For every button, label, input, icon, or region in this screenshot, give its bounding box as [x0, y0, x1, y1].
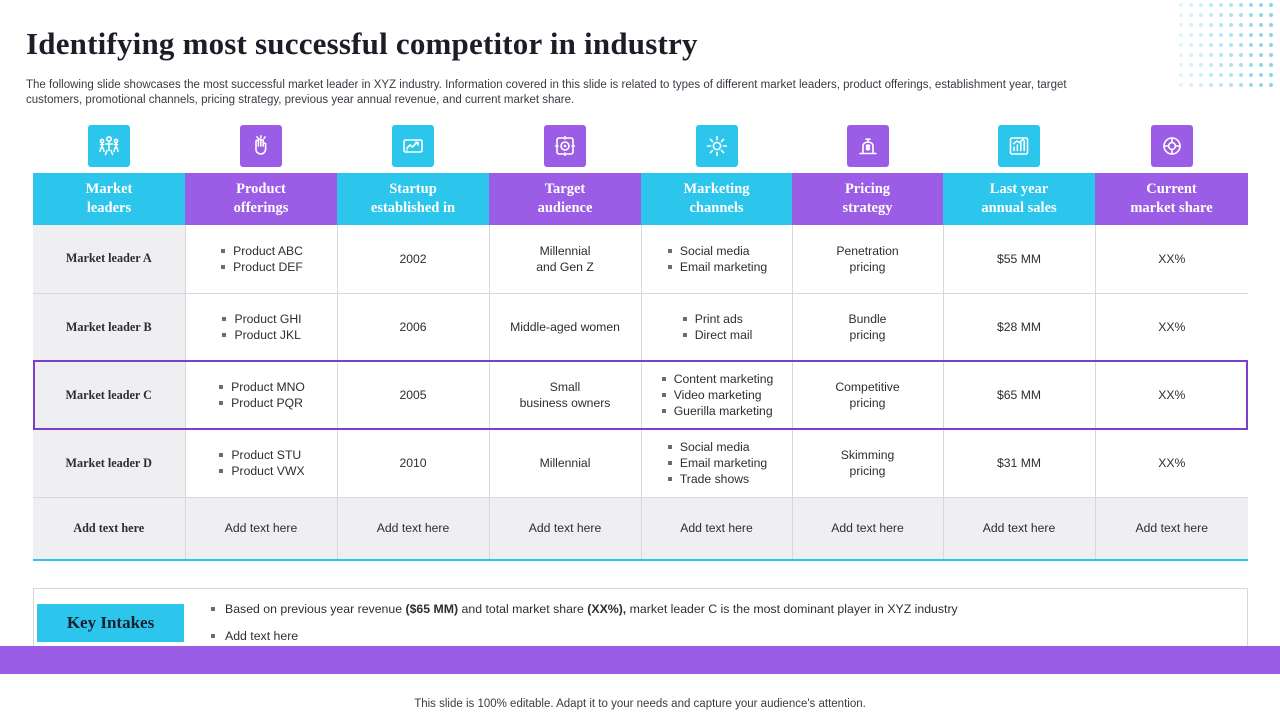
header-line-2: audience	[537, 200, 593, 216]
cell-target-audience-text	[494, 319, 637, 335]
bullet-item: Social media	[666, 243, 767, 259]
cell-last-year-sales: $65 MM	[943, 361, 1095, 429]
decorative-dot	[1209, 63, 1213, 67]
table-header-row	[33, 173, 1248, 225]
cell-target-audience-text	[494, 243, 637, 275]
cell-pricing-strategy	[792, 293, 943, 361]
decorative-dot	[1259, 3, 1263, 7]
cell-last-year-sales: $55 MM	[943, 225, 1095, 293]
decorative-dot	[1179, 63, 1183, 67]
cell-current-market-share: XX%	[1095, 429, 1248, 497]
bullet-item: Product GHI	[220, 311, 301, 327]
decorative-dot	[1179, 13, 1183, 17]
decorative-dot	[1269, 33, 1273, 37]
text-line: business owners	[519, 396, 611, 410]
decorative-dot	[1249, 83, 1253, 87]
table-header-cell	[1095, 173, 1248, 225]
decorative-dot	[1269, 23, 1273, 27]
decorative-dot	[1239, 53, 1243, 57]
decorative-dot	[1249, 43, 1253, 47]
icon-cell	[489, 125, 641, 167]
decorative-dot	[1189, 3, 1193, 7]
decorative-dot	[1199, 53, 1203, 57]
text-line: Competitive	[835, 380, 900, 394]
decorative-dot	[1199, 83, 1203, 87]
decorative-dot	[1259, 53, 1263, 57]
cell-target-audience	[489, 293, 641, 361]
cell-market-leader: Market leader A	[33, 225, 185, 293]
text-line: Bundle	[848, 312, 887, 326]
decorative-dot	[1269, 73, 1273, 77]
decorative-dot	[1209, 23, 1213, 27]
decorative-dot	[1209, 33, 1213, 37]
decorative-dot	[1269, 83, 1273, 87]
table-bottom-accent	[33, 559, 1248, 561]
text-line: Millennial	[539, 456, 591, 470]
decorative-dot	[1249, 63, 1253, 67]
decorative-dot	[1229, 13, 1233, 17]
decorative-dot	[1229, 3, 1233, 7]
decorative-dot	[1219, 43, 1223, 47]
decorative-dot	[1199, 43, 1203, 47]
decorative-dot	[1219, 53, 1223, 57]
text-line: and Gen Z	[536, 259, 594, 274]
decorative-dot	[1239, 33, 1243, 37]
cell-market-leader: Market leader D	[33, 429, 185, 497]
decorative-dot	[1199, 73, 1203, 77]
text-line: pricing	[849, 464, 886, 478]
bullet-item: Trade shows	[666, 471, 767, 487]
bullet-item: Product JKL	[220, 327, 301, 343]
decorative-dot	[1189, 13, 1193, 17]
cell-market-leader: Market leader B	[33, 293, 185, 361]
bullet-item: Product PQR	[217, 395, 305, 411]
hand-product-icon	[240, 125, 282, 167]
cell-pricing-strategy-text	[797, 243, 939, 275]
decorative-dot	[1199, 63, 1203, 67]
pricing-tag-icon	[847, 125, 889, 167]
header-line-2: annual sales	[981, 200, 1057, 216]
slide-footer-note: This slide is 100% editable. Adapt it to your needs and capture your audience's attention.	[414, 698, 866, 710]
decorative-dot	[1179, 53, 1183, 57]
cell-product-offerings	[185, 225, 337, 293]
cell-current-market-share: XX%	[1095, 293, 1248, 361]
table-header-cell	[641, 173, 792, 225]
cell-placeholder: Add text here	[1095, 497, 1248, 559]
cell-product-offerings	[185, 429, 337, 497]
decorative-dot	[1249, 33, 1253, 37]
decorative-dot	[1249, 73, 1253, 77]
decorative-dot	[1259, 23, 1263, 27]
cell-pricing-strategy	[792, 361, 943, 429]
header-line-1: Current	[1146, 181, 1197, 197]
decorative-dot	[1239, 83, 1243, 87]
header-line-1: Market	[85, 181, 133, 197]
people-group-icon	[88, 125, 130, 167]
icon-cell	[33, 125, 185, 167]
bullet-item: Guerilla marketing	[660, 403, 774, 419]
table-row	[33, 225, 1248, 293]
decorative-dot	[1189, 53, 1193, 57]
cell-pricing-strategy	[792, 225, 943, 293]
decorative-dot	[1179, 73, 1183, 77]
bullet-item: Direct mail	[681, 327, 753, 343]
bullet-item: Print ads	[681, 311, 753, 327]
cell-marketing-channels	[641, 361, 792, 429]
cell-target-audience	[489, 429, 641, 497]
text-line: Millennial	[539, 243, 591, 258]
header-line-2: leaders	[86, 200, 132, 216]
bullet-item: Social media	[666, 439, 767, 455]
decorative-dot	[1179, 23, 1183, 27]
decorative-dot	[1259, 83, 1263, 87]
icon-cell	[641, 125, 792, 167]
decorative-dot	[1259, 33, 1263, 37]
cell-pricing-strategy-text	[797, 379, 939, 411]
decorative-dot	[1269, 63, 1273, 67]
text-line: pricing	[849, 328, 886, 342]
header-line-1: Target	[544, 181, 586, 197]
decorative-dot	[1219, 73, 1223, 77]
bullet-item: Product VWX	[217, 463, 304, 479]
bullet-item: Email marketing	[666, 259, 767, 275]
header-line-1: Product	[236, 181, 286, 197]
decorative-dot-grid	[1176, 0, 1280, 96]
cell-pricing-strategy-text	[797, 447, 939, 479]
bullet-item: Product DEF	[219, 259, 303, 275]
icon-cell	[185, 125, 337, 167]
competitor-table	[33, 173, 1248, 559]
decorative-dot	[1229, 73, 1233, 77]
cell-product-offerings	[185, 293, 337, 361]
decorative-dot	[1229, 63, 1233, 67]
icon-cell	[943, 125, 1095, 167]
decorative-dot	[1209, 43, 1213, 47]
bullet-item: Product STU	[217, 447, 304, 463]
decorative-dot	[1239, 23, 1243, 27]
decorative-dot	[1219, 33, 1223, 37]
decorative-dot	[1209, 73, 1213, 77]
page-subtitle: The following slide showcases the most successful market leader in XYZ industry. Information covered in this slide is related to types of different market leaders, product offerings, establishment year, target customers, promotional channels, pricing strategy, previous year annual revenue, and current market share.	[26, 79, 1067, 106]
decorative-dot	[1229, 83, 1233, 87]
cell-last-year-sales: $31 MM	[943, 429, 1095, 497]
decorative-dot	[1199, 13, 1203, 17]
decorative-dot	[1249, 3, 1253, 7]
decorative-dot	[1219, 13, 1223, 17]
header-line-1: Marketing	[683, 181, 750, 197]
decorative-dot	[1259, 63, 1263, 67]
icon-cell	[1095, 125, 1248, 167]
decorative-dot	[1259, 73, 1263, 77]
decorative-dot	[1189, 33, 1193, 37]
decorative-dot	[1219, 3, 1223, 7]
market-share-icon	[1151, 125, 1193, 167]
table-row	[33, 429, 1248, 497]
cell-pricing-strategy-text	[797, 311, 939, 343]
decorative-dot	[1259, 43, 1263, 47]
marketing-burst-icon	[696, 125, 738, 167]
text-line: Penetration	[836, 243, 899, 258]
text-line: pricing	[849, 259, 886, 274]
cell-product-offerings	[185, 361, 337, 429]
cell-market-leader: Market leader C	[33, 361, 185, 429]
decorative-dot	[1239, 43, 1243, 47]
decorative-dot	[1179, 33, 1183, 37]
decorative-dot	[1249, 53, 1253, 57]
target-audience-icon	[544, 125, 586, 167]
header-line-2: channels	[689, 200, 744, 216]
cell-last-year-sales: $28 MM	[943, 293, 1095, 361]
decorative-dot	[1189, 83, 1193, 87]
decorative-dot	[1189, 73, 1193, 77]
decorative-dot	[1249, 23, 1253, 27]
cell-target-audience	[489, 361, 641, 429]
decorative-dot	[1199, 3, 1203, 7]
text-line: Small	[549, 380, 581, 394]
icon-cell	[337, 125, 489, 167]
header-line-1: Pricing	[844, 181, 891, 197]
decorative-dot	[1239, 13, 1243, 17]
cell-startup-established: 2002	[337, 225, 489, 293]
competitor-table-wrap	[33, 173, 1248, 559]
cell-marketing-channels	[641, 225, 792, 293]
table-header-cell	[33, 173, 185, 225]
sales-growth-icon	[998, 125, 1040, 167]
cell-placeholder: Add text here	[943, 497, 1095, 559]
decorative-dot	[1219, 83, 1223, 87]
decorative-dot	[1229, 53, 1233, 57]
cell-marketing-channels	[641, 429, 792, 497]
decorative-dot	[1179, 3, 1183, 7]
decorative-dot	[1209, 3, 1213, 7]
table-header-cell	[792, 173, 943, 225]
decorative-dot	[1209, 13, 1213, 17]
decorative-dot	[1229, 43, 1233, 47]
decorative-dot	[1239, 73, 1243, 77]
decorative-dot	[1189, 43, 1193, 47]
decorative-dot	[1189, 63, 1193, 67]
bullet-item: Content marketing	[660, 371, 774, 387]
cell-target-audience-text	[494, 379, 637, 411]
table-row	[33, 361, 1248, 429]
cell-target-audience	[489, 225, 641, 293]
cell-current-market-share: XX%	[1095, 361, 1248, 429]
decorative-dot	[1229, 33, 1233, 37]
header-line-2: offerings	[233, 200, 289, 216]
decorative-dot	[1199, 23, 1203, 27]
cell-marketing-channels	[641, 293, 792, 361]
decorative-dot	[1199, 33, 1203, 37]
decorative-dot	[1239, 63, 1243, 67]
decorative-dot	[1189, 23, 1193, 27]
decorative-dot	[1269, 3, 1273, 7]
icon-cell	[792, 125, 943, 167]
cell-placeholder: Add text here	[792, 497, 943, 559]
icon-row	[33, 125, 1248, 167]
decorative-dot	[1269, 43, 1273, 47]
key-intakes-badge: Key Intakes	[37, 604, 184, 642]
header-line-1: Startup	[389, 181, 437, 197]
decorative-dot	[1209, 53, 1213, 57]
decorative-dot	[1239, 3, 1243, 7]
bottom-purple-bar	[0, 646, 1280, 674]
text-line: pricing	[849, 396, 886, 410]
cell-placeholder-leader: Add text here	[33, 497, 185, 559]
key-intake-item: Based on previous year revenue ($65 MM) and total market share (XX%), market leader C is the most dominant player in XYZ industry	[208, 600, 1228, 618]
bullet-item: Video marketing	[660, 387, 774, 403]
cell-placeholder: Add text here	[489, 497, 641, 559]
text-line: Middle-aged women	[510, 320, 620, 334]
decorative-dot	[1179, 43, 1183, 47]
bullet-item: Product MNO	[217, 379, 305, 395]
decorative-dot	[1259, 13, 1263, 17]
decorative-dot	[1209, 83, 1213, 87]
table-row-placeholder[interactable]	[33, 497, 1248, 559]
cell-placeholder: Add text here	[337, 497, 489, 559]
text-line: Skimming	[840, 448, 895, 462]
header-line-2: market share	[1130, 200, 1213, 216]
bullet-item: Email marketing	[666, 455, 767, 471]
table-header-cell	[337, 173, 489, 225]
decorative-dot	[1219, 23, 1223, 27]
cell-current-market-share: XX%	[1095, 225, 1248, 293]
cell-startup-established: 2010	[337, 429, 489, 497]
header-line-2: strategy	[842, 200, 893, 216]
bullet-item: Product ABC	[219, 243, 303, 259]
decorative-dot	[1269, 13, 1273, 17]
table-header-cell	[185, 173, 337, 225]
page-title: Identifying most successful competitor in industry	[26, 26, 698, 61]
decorative-dot	[1229, 23, 1233, 27]
decorative-dot	[1249, 13, 1253, 17]
cell-pricing-strategy	[792, 429, 943, 497]
table-header-cell	[489, 173, 641, 225]
decorative-dot	[1179, 83, 1183, 87]
key-intake-item: Add text here	[208, 627, 1228, 645]
table-header-cell	[943, 173, 1095, 225]
header-line-2: established in	[370, 200, 456, 216]
cell-startup-established: 2006	[337, 293, 489, 361]
key-intake-share: (XX%),	[587, 602, 627, 616]
cell-target-audience-text	[494, 455, 637, 471]
startup-chart-icon	[392, 125, 434, 167]
cell-placeholder: Add text here	[185, 497, 337, 559]
decorative-dot	[1269, 53, 1273, 57]
table-row	[33, 293, 1248, 361]
cell-placeholder: Add text here	[641, 497, 792, 559]
decorative-dot	[1219, 63, 1223, 67]
cell-startup-established: 2005	[337, 361, 489, 429]
key-intake-revenue: ($65 MM)	[405, 602, 459, 616]
header-line-1: Last year	[989, 181, 1049, 197]
